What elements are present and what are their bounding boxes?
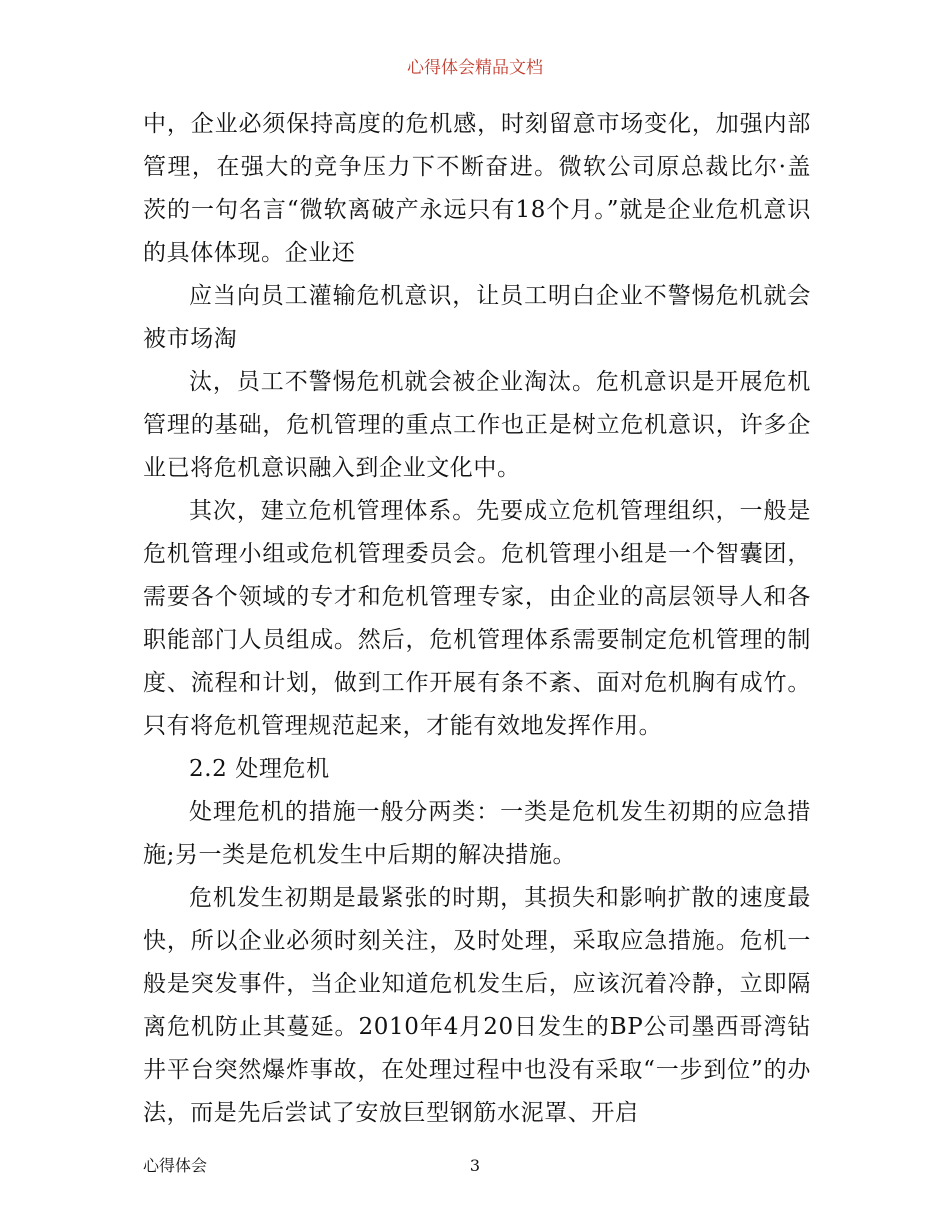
section-heading: 2.2 处理危机 [189, 756, 330, 782]
document-body [143, 103, 811, 1135]
paragraph-3: 汰，员工不警惕危机就会被企业淘汰。危机意识是开展危机管理的基础，危机管理的重点工作也正是树立危机意识，许多企业已将危机意识融入到企业文化中。 [143, 369, 811, 481]
page-number: 3 [469, 1156, 481, 1175]
paragraph-6: 危机发生初期是最紧张的时期，其损失和影响扩散的速度最快，所以企业必须时刻关注，及时处理，采取应急措施。危机一般是突发事件，当企业知道危机发生后，应该沉着冷静，立即隔离危机防止其蔓延。2010年4月20日发生的BP公司墨西哥湾钻井平台突然爆炸事故，在处理过程中也没有采取“一步到位”的办法，而是先后尝试了安放巨型钢筋水泥罩、开启 [143, 885, 811, 1126]
page-header-title: 心得体会精品文档 [407, 58, 543, 78]
paragraph-1: 中，企业必须保持高度的危机感，时刻留意市场变化，加强内部管理，在强大的竞争压力下不断奋进。微软公司原总裁比尔·盖茨的一句名言“微软离破产永远只有18个月。”就是企业危机意识的具体体现。企业还 [143, 111, 811, 266]
paragraph-5: 处理危机的措施一般分两类：一类是危机发生初期的应急措施;另一类是危机发生中后期的解决措施。 [143, 799, 811, 868]
paragraph-2: 应当向员工灌输危机意识，让员工明白企业不警惕危机就会被市场淘 [143, 283, 811, 352]
footer-label: 心得体会 [143, 1156, 208, 1175]
paragraph-4: 其次，建立危机管理体系。先要成立危机管理组织，一般是危机管理小组或危机管理委员会。危机管理小组是一个智囊团，需要各个领域的专才和危机管理专家，由企业的高层领导人和各职能部门人员组成。然后，危机管理体系需要制定危机管理的制度、流程和计划，做到工作开展有条不紊、面对危机胸有成竹。只有将危机管理规范起来，才能有效地发挥作用。 [143, 498, 811, 739]
